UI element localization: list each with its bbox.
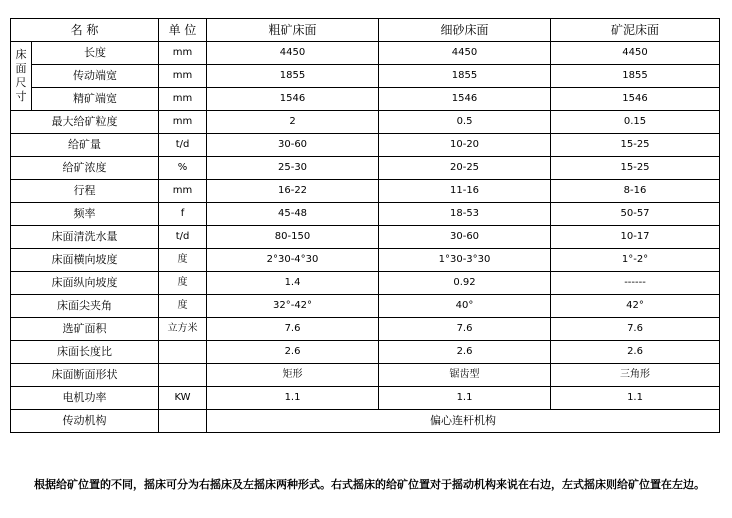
fine-value: 0.92 (379, 272, 551, 295)
slime-value: 1.1 (551, 387, 720, 410)
row-unit (159, 341, 207, 364)
row-unit: % (159, 157, 207, 180)
slime-value: 10-17 (551, 226, 720, 249)
header-coarse-deck: 粗矿床面 (207, 19, 379, 42)
fine-value: 7.6 (379, 318, 551, 341)
row-name: 床面长度比 (11, 341, 159, 364)
row-unit: mm (159, 88, 207, 111)
slime-value: 7.6 (551, 318, 720, 341)
slime-value: 三角形 (551, 364, 720, 387)
row-unit: 度 (159, 272, 207, 295)
coarse-value: 4450 (207, 42, 379, 65)
table-row (11, 318, 720, 341)
row-unit: KW (159, 387, 207, 410)
table-row (11, 341, 720, 364)
table-row (11, 387, 720, 410)
fine-value: 1546 (379, 88, 551, 111)
fine-value: 2.6 (379, 341, 551, 364)
header-unit: 单 位 (159, 19, 207, 42)
fine-value: 1.1 (379, 387, 551, 410)
row-name: 床面断面形状 (11, 364, 159, 387)
shaking-table-caption: 根据给矿位置的不同，摇床可分为右摇床及左摇床两种形式。右式摇床的给矿位置对于摇动机构来说在右边，左式摇床则给矿位置在左边。 (34, 478, 705, 491)
coarse-value: 1855 (207, 65, 379, 88)
fine-value: 11-16 (379, 180, 551, 203)
row-name: 行程 (11, 180, 159, 203)
coarse-value: 25-30 (207, 157, 379, 180)
row-name: 传动端宽 (32, 65, 159, 88)
header-slime-deck: 矿泥床面 (551, 19, 720, 42)
row-unit: 度 (159, 249, 207, 272)
table-row (11, 295, 720, 318)
row-unit: 度 (159, 295, 207, 318)
fine-value: 1°30-3°30 (379, 249, 551, 272)
table-row (11, 410, 720, 433)
deck-dimension-group-label: 床 面 尺 寸 (11, 42, 32, 111)
slime-value: 1546 (551, 88, 720, 111)
fine-value: 20-25 (379, 157, 551, 180)
table-row (11, 157, 720, 180)
row-unit: mm (159, 65, 207, 88)
table-row (11, 134, 720, 157)
coarse-value: 7.6 (207, 318, 379, 341)
coarse-value: 45-48 (207, 203, 379, 226)
table-row (11, 42, 720, 65)
coarse-value: 2 (207, 111, 379, 134)
slime-value: 15-25 (551, 157, 720, 180)
table-row (11, 65, 720, 88)
table-row (11, 203, 720, 226)
row-name: 给矿量 (11, 134, 159, 157)
row-unit: mm (159, 111, 207, 134)
row-name: 最大给矿粒度 (11, 111, 159, 134)
table-row (11, 249, 720, 272)
row-name: 传动机构 (11, 410, 159, 433)
fine-value: 0.5 (379, 111, 551, 134)
fine-value: 30-60 (379, 226, 551, 249)
row-name: 床面横向坡度 (11, 249, 159, 272)
header-row (11, 19, 720, 42)
row-name: 床面尖夹角 (11, 295, 159, 318)
slime-value: 0.15 (551, 111, 720, 134)
row-name: 电机功率 (11, 387, 159, 410)
coarse-value: 1.1 (207, 387, 379, 410)
row-unit: t/d (159, 134, 207, 157)
coarse-value: 1.4 (207, 272, 379, 295)
slime-value: 42° (551, 295, 720, 318)
table-row (11, 88, 720, 111)
row-name: 床面清洗水量 (11, 226, 159, 249)
shaking-table-spec-table (10, 18, 720, 433)
coarse-value: 矩形 (207, 364, 379, 387)
coarse-value: 80-150 (207, 226, 379, 249)
row-name: 长度 (32, 42, 159, 65)
header-name: 名 称 (11, 19, 159, 42)
slime-value: ------ (551, 272, 720, 295)
coarse-value: 2.6 (207, 341, 379, 364)
header-fine-sand-deck: 细砂床面 (379, 19, 551, 42)
fine-value: 4450 (379, 42, 551, 65)
coarse-value: 30-60 (207, 134, 379, 157)
slime-value: 2.6 (551, 341, 720, 364)
slime-value: 15-25 (551, 134, 720, 157)
drive-mechanism-value: 偏心连杆机构 (207, 410, 720, 433)
table-row (11, 180, 720, 203)
table-row (11, 272, 720, 295)
row-unit: 立方米 (159, 318, 207, 341)
table-row (11, 111, 720, 134)
row-name: 精矿端宽 (32, 88, 159, 111)
row-unit: mm (159, 180, 207, 203)
row-name: 选矿面积 (11, 318, 159, 341)
fine-value: 1855 (379, 65, 551, 88)
coarse-value: 32°-42° (207, 295, 379, 318)
slime-value: 4450 (551, 42, 720, 65)
fine-value: 10-20 (379, 134, 551, 157)
row-unit (159, 410, 207, 433)
table-row (11, 226, 720, 249)
coarse-value: 2°30-4°30 (207, 249, 379, 272)
row-name: 床面纵向坡度 (11, 272, 159, 295)
fine-value: 18-53 (379, 203, 551, 226)
table-row (11, 364, 720, 387)
fine-value: 锯齿型 (379, 364, 551, 387)
row-unit (159, 364, 207, 387)
fine-value: 40° (379, 295, 551, 318)
row-name: 给矿浓度 (11, 157, 159, 180)
row-unit: t/d (159, 226, 207, 249)
row-name: 频率 (11, 203, 159, 226)
row-unit: mm (159, 42, 207, 65)
slime-value: 50-57 (551, 203, 720, 226)
slime-value: 1°-2° (551, 249, 720, 272)
coarse-value: 1546 (207, 88, 379, 111)
coarse-value: 16-22 (207, 180, 379, 203)
slime-value: 1855 (551, 65, 720, 88)
row-unit: f (159, 203, 207, 226)
slime-value: 8-16 (551, 180, 720, 203)
